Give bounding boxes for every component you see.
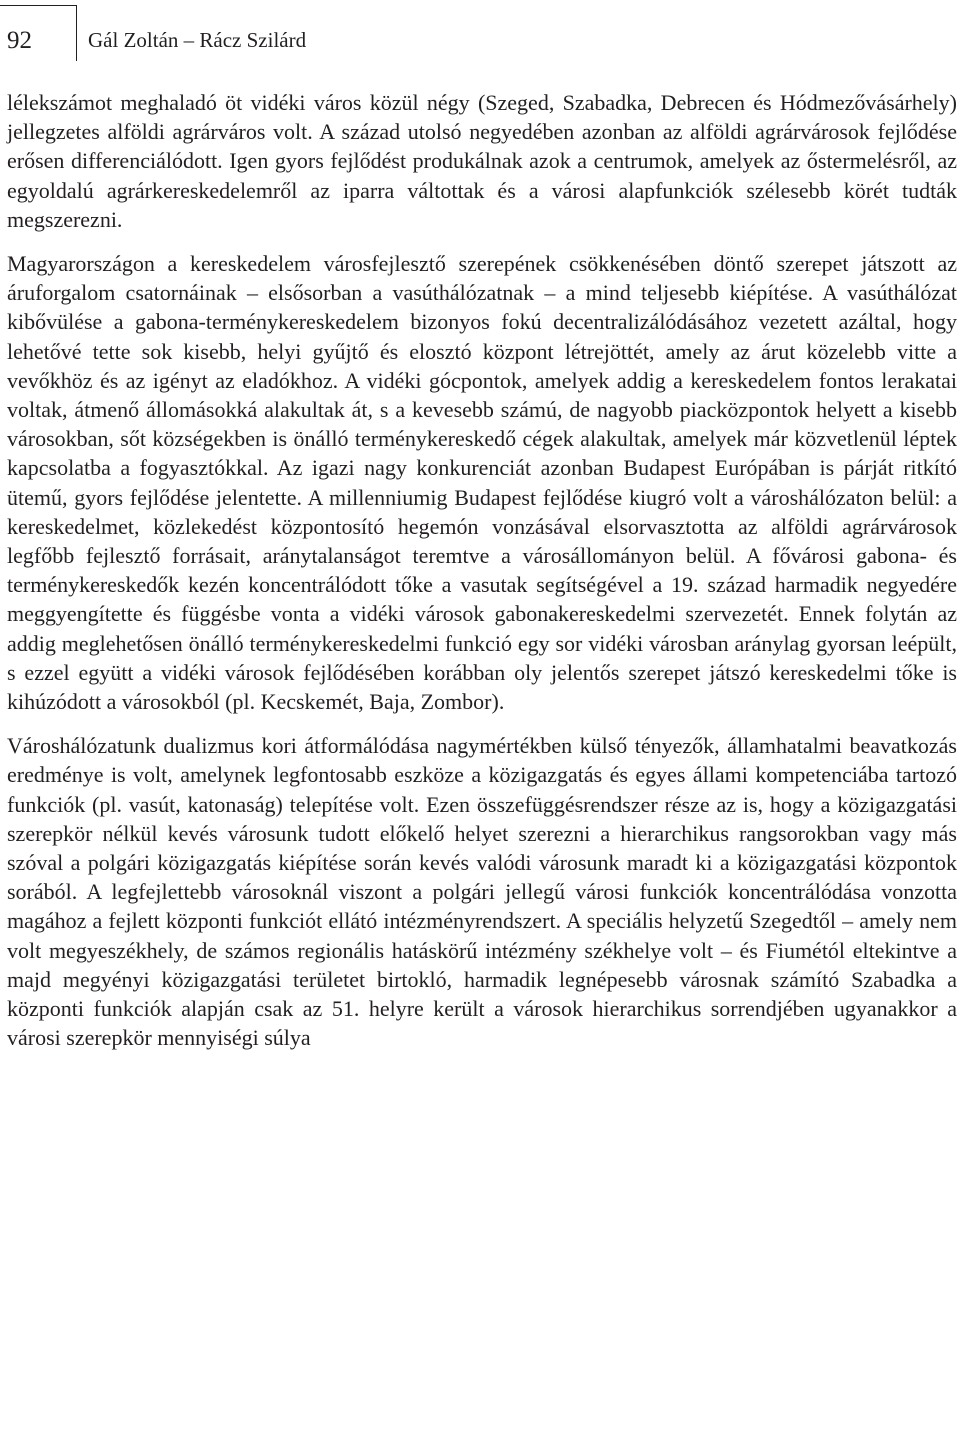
body-text <box>7 88 957 1068</box>
paragraph: Magyarországon a kereskedelem városfejlesztő szerepének csökkenésében döntő szerepet játszott az áruforgalom csatornáinak – elsősorban a vasúthálózatnak – a mind teljesebb kiépítése. A vasúthálózat kibővülése a gabona-terménykereskedelem bizonyos fokú decentralizálódásához vezetett azáltal, hogy lehetővé tette sok kisebb, helyi gyűjtő és elosztó központ létrejöttét, amely az árut közelebb vitte a vevőkhöz és az igényt az eladókhoz. A vidéki gócpontok, amelyek addig a kereskedelem fontos lerakatai voltak, átmenő állomásokká alakultak át, s a kevesebb számú, de nagyobb piacközpontok helyett a kisebb városokban, sőt községekben is önálló terménykereskedő cégek alakultak, amelyek már közvetlenül léptek kapcsolatba a fogyasztókkal. Az igazi nagy konkurenciát azonban Budapest Európában is párját ritkító ütemű, gyors fejlődése jelentette. A millenniumig Budapest fejlődése kiugró volt a városhálózaton belül: a kereskedelmet, közlekedést központosító hegemón vonzásával elsorvasztotta az alföldi agrárvárosok legfőbb fejlesztő forrásait, aránytalanságot teremtve a városállományon belül. A fővárosi gabona- és terménykereskedők kezén koncentrálódott tőke a vasutak segítségével a 19. század harmadik negyedére meggyengítette és függésbe vonta a vidéki városok gabonakereskedelmi szervezetét. Ennek folytán az addig meglehetősen önálló terménykereskedelmi funkció egy sor vidéki városban aránylag gyorsan leépült, s ezzel együtt a vidéki városok fejlődésében korábban oly jelentős szerepet játszó kereskedelmi tőke is kihúzódott a városokból (pl. Kecskemét, Baja, Zombor). <box>7 251 957 715</box>
page-number: 92 <box>7 27 32 54</box>
header-rule-vertical <box>76 5 77 61</box>
paragraph: lélekszámot meghaladó öt vidéki város közül négy (Szeged, Szabadka, Debrecen és Hódmezővásárhely) jellegzetes alföldi agrárváros volt. A század utolsó negyedében azonban az alföldi agrárvárosok fejlődése erősen differenciálódott. Igen gyors fejlődést produkálnak azok a centrumok, amelyek az őstermelésről, az egyoldalú agrárkereskedelemről az iparra váltottak és a városi alapfunkciók szélesebb körét tudták megszerezni. <box>7 90 957 232</box>
running-title: Gál Zoltán – Rácz Szilárd <box>88 28 307 52</box>
paragraph: Városhálózatunk dualizmus kori átformálódása nagymértékben külső tényezők, államhatalmi beavatkozás eredménye is volt, amelynek legfontosabb eszköze a közigazgatás és egyes állami kompetenciába tartozó funkciók (pl. vasút, katonaság) telepítése volt. Ezen összefüggésrendszer része az is, hogy a közigazgatási szerepkör nélkül kevés városunk tudott előkelő helyet szerezni a hierarchikus rangsorokban vagy más szóval a polgári közigazgatás kiépítése során kevés valódi városunk maradt ki a közigazgatási központok sorából. A legfejlettebb városoknál viszont a polgári jellegű városi funkciók koncentrálódása vonzotta magához a fejlett központi funkciót ellátó intézményrendszert. A speciális helyzetű Szegedtől – amely nem volt megyeszékhely, de számos regionális hatáskörű intézmény székhelye volt – és Fiumétól eltekintve a majd megyényi közigazgatási területet birtokló, harmadik legnépesebb városnak számító Szabadka a központi funkciók alapján csak az 51. helyre került a városok hierarchikus sorrendjében ugyanakkor a városi szerepkör mennyiségi súlya <box>7 733 957 1051</box>
running-head <box>0 0 960 62</box>
header-rule-horizontal <box>0 5 76 6</box>
